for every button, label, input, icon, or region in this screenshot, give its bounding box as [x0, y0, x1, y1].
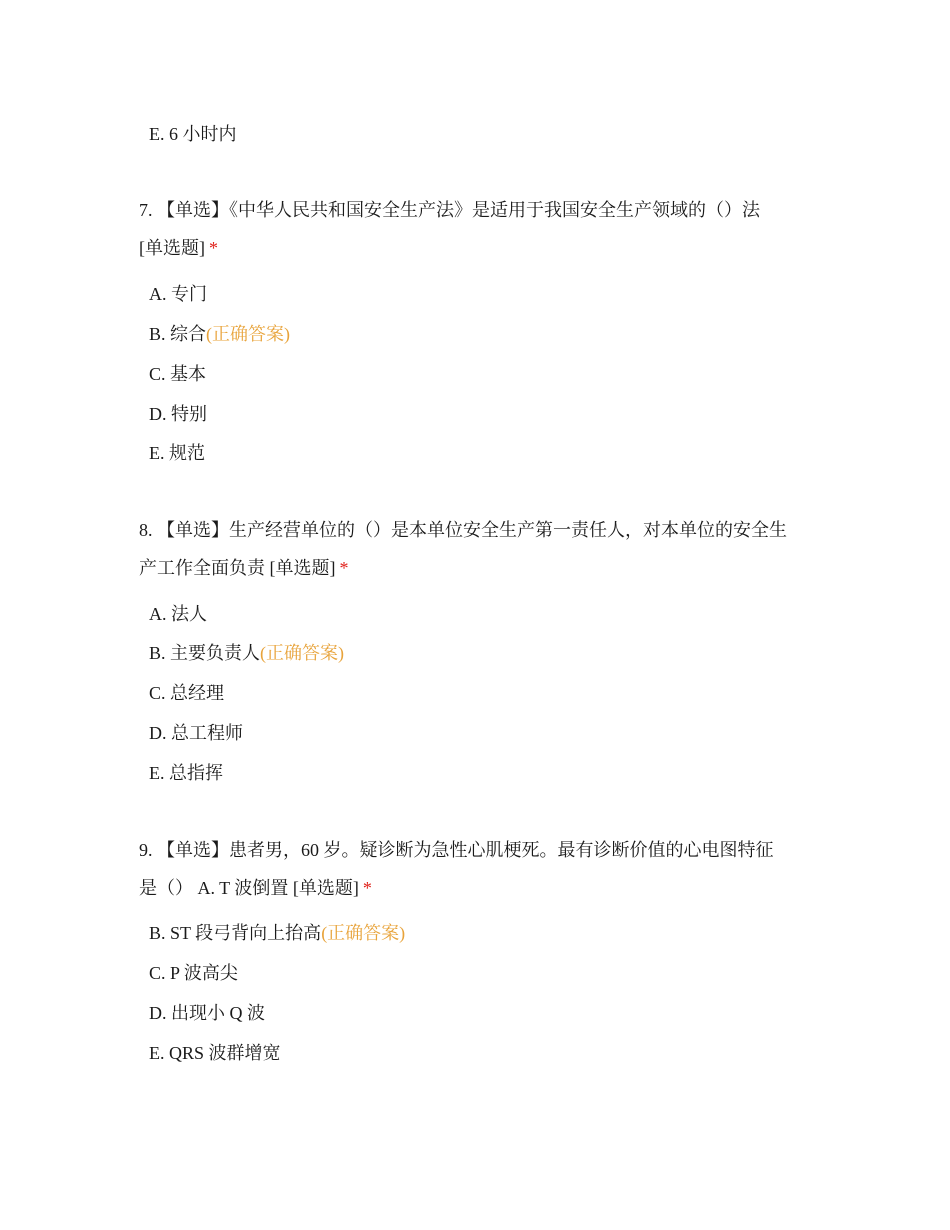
- q8-option-c: [149, 681, 224, 705]
- question-type-label: 是（） A. T 波倒置 [单选题]: [139, 878, 359, 898]
- q9-option-b: [149, 921, 405, 945]
- correct-answer-marker: (正确答案): [206, 324, 291, 344]
- correct-answer-marker: (正确答案): [260, 643, 345, 663]
- q7-option-e: [149, 441, 205, 465]
- option-label: B. 综合: [149, 324, 207, 344]
- option-label: A. 专门: [149, 284, 207, 304]
- question-text-line2: [139, 229, 829, 267]
- q8-option-e: [149, 761, 223, 785]
- question-7: [139, 191, 829, 267]
- required-asterisk: *: [362, 878, 372, 898]
- option-label: E. 6 小时内: [149, 124, 237, 144]
- option-label: A. 法人: [149, 604, 207, 624]
- question-text-line2: [139, 869, 829, 907]
- option-label: C. P 波高尖: [149, 963, 238, 983]
- q9-option-c: [149, 961, 238, 985]
- question-type-label: [单选题]: [139, 238, 205, 258]
- question-text-line1: 9. 【单选】患者男，60 岁。疑诊断为急性心肌梗死。最有诊断价值的心电图特征: [139, 840, 774, 860]
- option-label: E. 总指挥: [149, 763, 223, 783]
- option-e-prev: [149, 122, 237, 146]
- question-type-label: 产工作全面负责 [单选题]: [139, 558, 336, 578]
- required-asterisk: *: [339, 558, 349, 578]
- option-label: E. 规范: [149, 443, 205, 463]
- correct-answer-marker: (正确答案): [321, 923, 406, 943]
- option-label: B. 主要负责人: [149, 643, 261, 663]
- q8-option-d: [149, 721, 243, 745]
- question-text-line2: [139, 549, 829, 587]
- question-text-line1: 8. 【单选】生产经营单位的（）是本单位安全生产第一责任人，对本单位的安全生: [139, 520, 787, 540]
- option-label: D. 特别: [149, 404, 207, 424]
- question-text-line1: 7. 【单选】《中华人民共和国安全生产法》是适用于我国安全生产领域的（）法: [139, 200, 760, 220]
- question-9: [139, 831, 829, 907]
- q9-option-e: [149, 1041, 281, 1065]
- option-label: C. 基本: [149, 364, 207, 384]
- required-asterisk: *: [209, 238, 218, 258]
- q7-option-b: [149, 322, 290, 346]
- option-label: E. QRS 波群增宽: [149, 1043, 281, 1063]
- option-label: D. 总工程师: [149, 723, 243, 743]
- option-label: D. 出现小 Q 波: [149, 1003, 265, 1023]
- q9-option-d: [149, 1001, 265, 1025]
- q8-option-a: [149, 602, 207, 626]
- q7-option-d: [149, 402, 207, 426]
- q7-option-c: [149, 362, 206, 386]
- q8-option-b: [149, 641, 344, 665]
- option-label: C. 总经理: [149, 683, 225, 703]
- option-label: B. ST 段弓背向上抬高: [149, 923, 322, 943]
- q7-option-a: [149, 282, 207, 306]
- question-8: [139, 511, 829, 587]
